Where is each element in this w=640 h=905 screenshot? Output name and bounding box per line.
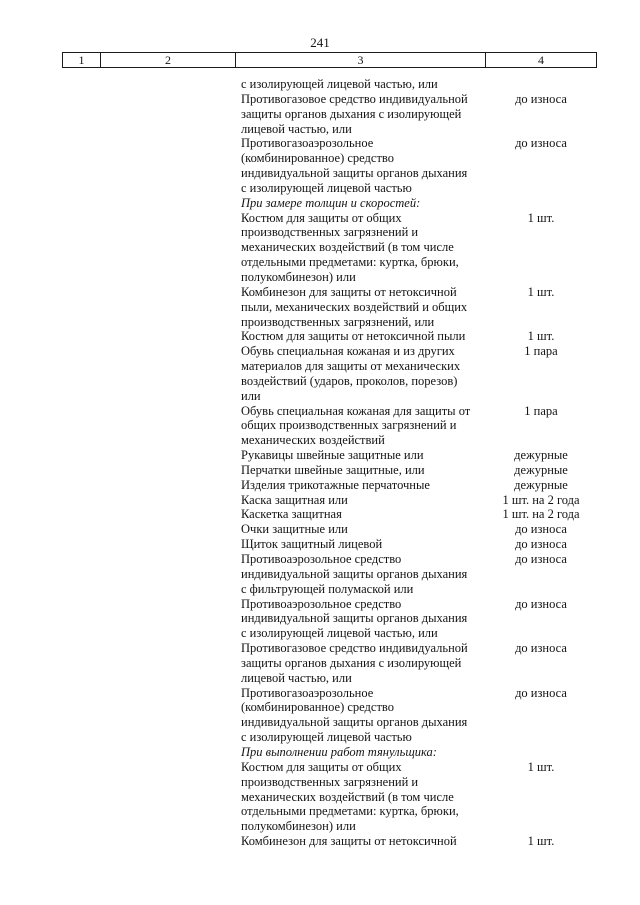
table-row — [235, 404, 597, 449]
item-description-line: Обувь специальная кожаная для защиты от — [241, 403, 471, 418]
item-description-line: производственных загрязнений, или — [241, 314, 435, 329]
table-row — [235, 522, 597, 537]
issue-norm: до износа — [515, 552, 567, 566]
issue-norm: 1 шт. — [527, 834, 555, 849]
item-description-line: Обувь специальная кожаная и из других — [241, 344, 455, 359]
table-row — [235, 285, 597, 330]
item-description-line: Противогазоаэрозольное — [241, 685, 374, 700]
item-description — [235, 760, 485, 834]
issue-norm: 1 шт. на 2 года — [502, 507, 580, 522]
table-row — [235, 92, 597, 137]
item-description-line: индивидуальной защиты органов дыхания — [241, 611, 468, 626]
section-heading: При замере толщин и скоростей: — [241, 195, 421, 210]
table-row — [235, 478, 597, 493]
table-row — [235, 344, 597, 403]
item-description-line: производственных загрязнений и — [241, 225, 419, 240]
table-row — [235, 834, 597, 849]
item-description-line: защиты органов дыхания с изолирующей — [241, 106, 462, 121]
table-row — [235, 552, 597, 597]
issue-norm: дежурные — [514, 477, 568, 492]
issue-norm: 1 шт. — [527, 759, 555, 774]
item-description-line: Костюм для защиты от общих — [241, 210, 402, 225]
item-description-line: индивидуальной защиты органов дыхания — [241, 166, 468, 181]
item-description-line: Костюм для защиты от нетоксичной пыли — [241, 329, 466, 344]
item-description-line: материалов для защиты от механических — [241, 359, 461, 374]
table-body — [235, 77, 597, 849]
item-description-line: общих производственных загрязнений и — [241, 418, 457, 433]
item-description — [235, 552, 485, 597]
table-row — [235, 537, 597, 552]
item-description-line: (комбинированное) средство — [241, 151, 394, 166]
item-description-line: производственных загрязнений и — [241, 774, 419, 789]
item-description-line: с изолирующей лицевой частью, или — [241, 626, 438, 641]
item-description-line: с изолирующей лицевой частью — [241, 180, 412, 195]
item-description — [235, 285, 485, 330]
table-row — [235, 493, 597, 508]
item-description-line: лицевой частью, или — [241, 670, 352, 685]
item-description-line: с изолирующей лицевой частью — [241, 730, 412, 745]
table-row — [235, 448, 597, 463]
item-description — [235, 834, 485, 849]
item-description — [235, 493, 485, 508]
issue-norm: 1 шт. — [527, 284, 555, 299]
issue-norm: 1 шт. — [527, 329, 555, 344]
issue-norm: дежурные — [514, 448, 568, 463]
table-row — [235, 760, 597, 834]
issue-norm: до износа — [515, 91, 567, 106]
issue-norm: до износа — [515, 596, 567, 611]
item-description-line: с изолирующей лицевой частью, или — [241, 77, 438, 91]
item-description — [235, 448, 485, 463]
issue-norm: до износа — [515, 685, 567, 700]
item-description — [235, 329, 485, 344]
issue-norm: дежурные — [514, 462, 568, 477]
issue-norm: до износа — [515, 641, 567, 656]
table-row — [235, 686, 597, 745]
item-description-line: Костюм для защиты от общих — [241, 759, 402, 774]
item-description-line: полукомбинезон) или — [241, 819, 356, 834]
table-row — [235, 329, 597, 344]
item-description-line: Противоаэрозольное средство — [241, 596, 402, 611]
item-description — [235, 463, 485, 478]
item-description — [235, 686, 485, 745]
item-description-line: механических воздействий (в том числе — [241, 789, 454, 804]
item-description-line: отдельными предметами: куртка, брюки, — [241, 255, 459, 270]
item-description-line: лицевой частью, или — [241, 121, 352, 136]
issue-norm: до износа — [515, 136, 567, 151]
item-description-line: Комбинезон для защиты от нетоксичной — [241, 284, 457, 299]
item-description-line: индивидуальной защиты органов дыхания — [241, 566, 468, 581]
item-description-line: Противогазоаэрозольное — [241, 136, 374, 151]
item-description-line: Рукавицы швейные защитные или — [241, 448, 424, 463]
item-description — [235, 92, 485, 137]
issue-norm: 1 пара — [524, 403, 558, 418]
item-description — [235, 77, 485, 92]
page-number: 241 — [310, 35, 330, 50]
issue-norm: 1 шт. — [527, 210, 555, 225]
item-description-line: индивидуальной защиты органов дыхания — [241, 715, 468, 730]
issue-norm: до износа — [515, 537, 567, 552]
table-row — [235, 597, 597, 642]
column-header-4: 4 — [538, 53, 544, 67]
item-description-line: Изделия трикотажные перчаточные — [241, 477, 430, 492]
item-description-line: защиты органов дыхания с изолирующей — [241, 655, 462, 670]
item-description — [235, 404, 485, 449]
item-description-line: механических воздействий (в том числе — [241, 240, 454, 255]
item-description — [235, 507, 485, 522]
item-description-line: или — [241, 388, 261, 403]
item-description — [235, 478, 485, 493]
item-description-line: пыли, механических воздействий и общих — [241, 299, 468, 314]
column-header-1: 1 — [63, 53, 101, 67]
item-description-line: Перчатки швейные защитные, или — [241, 462, 425, 477]
item-description-line: воздействий (ударов, проколов, порезов) — [241, 373, 458, 388]
item-description-line: Щиток защитный лицевой — [241, 537, 383, 552]
item-description — [235, 522, 485, 537]
item-description — [235, 597, 485, 642]
table-row — [235, 211, 597, 285]
item-description-line: Очки защитные или — [241, 522, 348, 537]
item-description — [235, 537, 485, 552]
item-description-line: Каска защитная или — [241, 492, 348, 507]
table-row — [235, 507, 597, 522]
issue-norm: 1 пара — [524, 344, 558, 359]
column-header-2: 2 — [101, 53, 236, 67]
item-description-line: полукомбинезон) или — [241, 269, 356, 284]
item-description-line: Противогазовое средство индивидуальной — [241, 641, 468, 656]
table-header — [62, 52, 597, 68]
item-description-line: механических воздействий — [241, 433, 385, 448]
table-row — [235, 641, 597, 686]
table-row — [235, 136, 597, 195]
item-description-line: Комбинезон для защиты от нетоксичной — [241, 834, 457, 849]
item-description — [235, 641, 485, 686]
item-description-line: Каскетка защитная — [241, 507, 342, 522]
table-row — [235, 463, 597, 478]
item-description-line: Противоаэрозольное средство — [241, 552, 402, 566]
item-description-line: с фильтрующей полумаской или — [241, 581, 414, 596]
item-description-line: Противогазовое средство индивидуальной — [241, 91, 468, 106]
item-description — [235, 344, 485, 403]
item-description — [235, 211, 485, 285]
issue-norm: до износа — [515, 522, 567, 537]
item-description-line: отдельными предметами: куртка, брюки, — [241, 804, 459, 819]
item-description — [235, 136, 485, 195]
table-row — [235, 77, 597, 92]
issue-norm: 1 шт. на 2 года — [502, 492, 580, 507]
section-heading: При выполнении работ тянульщика: — [241, 744, 437, 759]
column-header-3: 3 — [236, 53, 486, 67]
item-description-line: (комбинированное) средство — [241, 700, 394, 715]
